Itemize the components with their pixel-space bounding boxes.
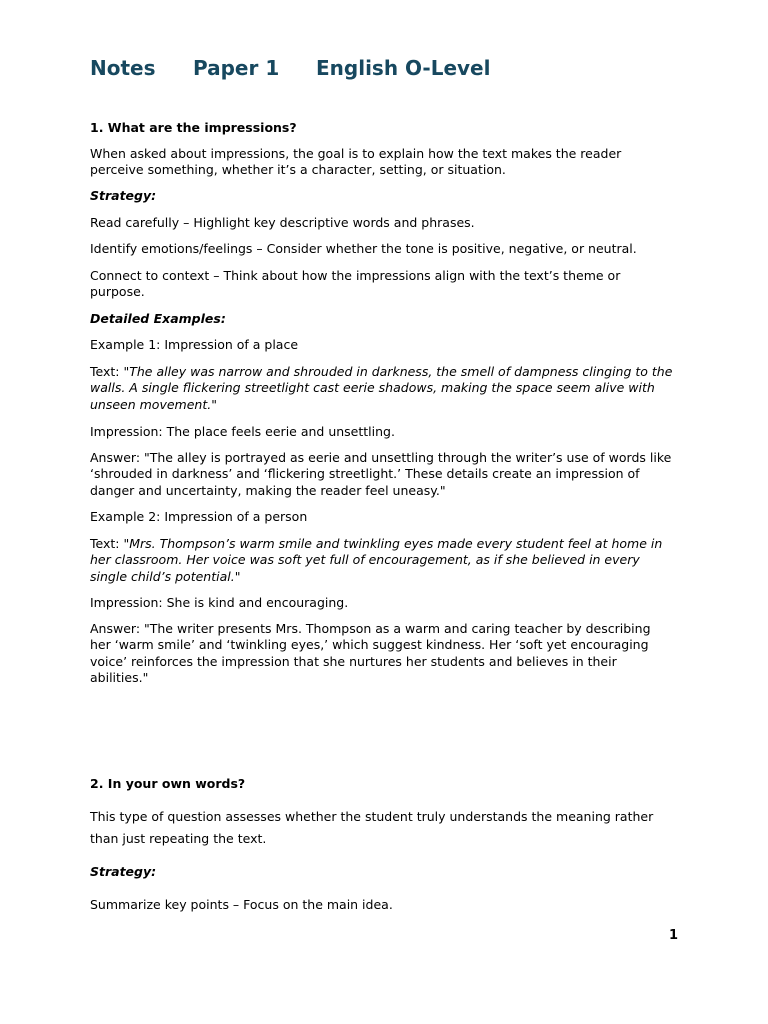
example1-answer: Answer: "The alley is portrayed as eerie and unsettling through the writer’s use of words like ‘shrouded in darkness’ and ‘flickering streetlight.’ These details create an impression of danger and uncertainty, making the reader feel uneasy." (90, 450, 672, 498)
example1-impression: Impression: The place feels eerie and unsettling. (90, 424, 395, 439)
page-number: 1 (668, 928, 678, 943)
example2-title: Example 2: Impression of a person (90, 509, 308, 524)
example1-text (90, 364, 682, 413)
section1-heading: 1. What are the impressions? (90, 120, 297, 135)
section1-strategy-label: Strategy: (90, 188, 157, 203)
strategy-step-2: Identify emotions/feelings – Consider whether the tone is positive, negative, or neutral. (90, 241, 637, 256)
examples-label: Detailed Examples: (90, 311, 226, 326)
example2-text-suffix: " (234, 568, 241, 584)
strategy-step-3: Connect to context – Think about how the impressions align with the text’s theme or purpose. (90, 268, 621, 300)
example1-quote: The alley was narrow and shrouded in darkness, the smell of dampness clinging to the walls. A single flickering streetlight cast eerie shadows, making the space seem alive with unseen movement. (90, 364, 673, 412)
section2-strategy-label: Strategy: (90, 864, 157, 879)
example2-text (90, 536, 672, 585)
title-subject: English O-Level (316, 56, 491, 80)
example1-title: Example 1: Impression of a place (90, 337, 299, 352)
strategy-step-1: Read carefully – Highlight key descriptive words and phrases. (90, 215, 475, 230)
document-title (90, 56, 490, 80)
section2-step-1: Summarize key points – Focus on the main idea. (90, 897, 393, 912)
example2-answer: Answer: "The writer presents Mrs. Thompson as a warm and caring teacher by describing her ‘warm smile’ and ‘twinkling eyes,’ which suggest kindness. Her ‘soft yet encouraging voice’ reinforces the impression that she nurtures her students and believes in their abilities." (90, 621, 651, 685)
section1-intro: When asked about impressions, the goal is to explain how the text makes the reader perceive something, whether it’s a character, setting, or situation. (90, 146, 622, 178)
example1-text-suffix: " (211, 396, 217, 412)
section2-heading: 2. In your own words? (90, 776, 246, 791)
title-paper: Paper 1 (193, 56, 280, 80)
example2-quote: Mrs. Thompson’s warm smile and twinkling eyes made every student feel at home in her classroom. Her voice was soft yet full of encouragement, as if she believed in every single child’s potential. (90, 536, 663, 584)
section2-intro: This type of question assesses whether the student truly understands the meaning rather than just repeating the text. (90, 809, 654, 846)
example1-text-prefix: Text: " (90, 364, 130, 379)
example2-text-prefix: Text: " (90, 536, 130, 551)
example2-impression: Impression: She is kind and encouraging. (90, 595, 349, 610)
title-notes: Notes (90, 56, 156, 80)
